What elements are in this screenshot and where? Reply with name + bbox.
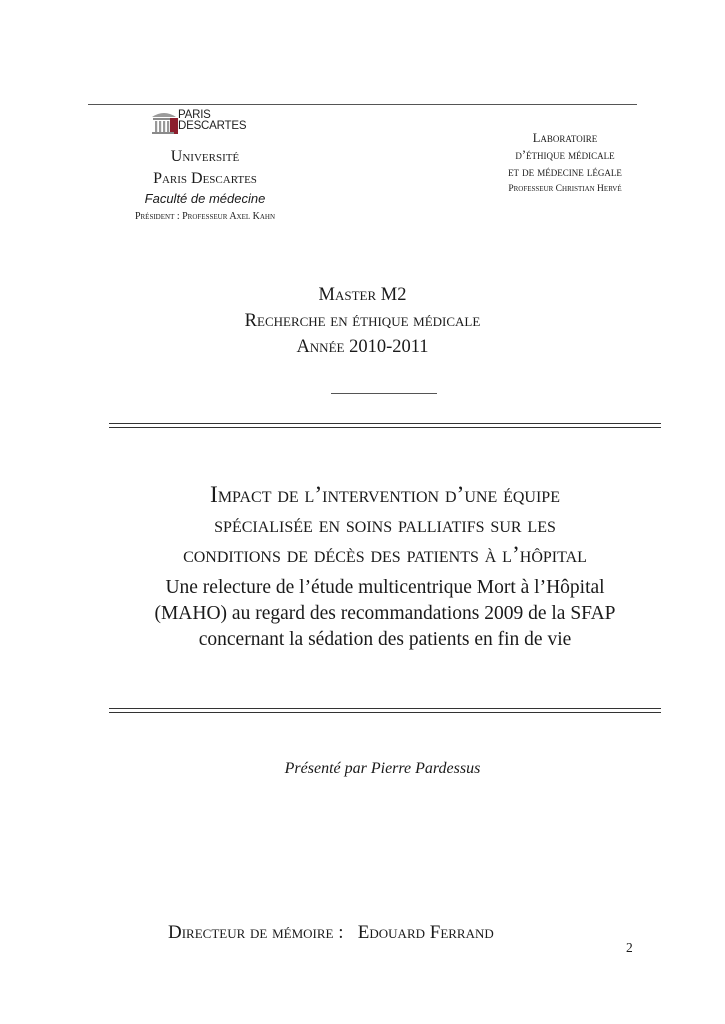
- university-name: [105, 146, 305, 190]
- thesis-title: [100, 480, 670, 570]
- top-rule: [88, 104, 637, 105]
- thesis-subtitle-line: Une relecture de l’étude multicentrique Mort à l’Hôpital: [165, 577, 605, 598]
- director-label: Directeur de mémoire :: [168, 922, 344, 943]
- director-name: Edouard Ferrand: [357, 922, 494, 943]
- logo-text-line2: DESCARTES: [178, 120, 247, 132]
- building-columns-icon: [150, 110, 178, 136]
- thesis-subtitle-line: (MAHO) au regard des recommandations 2009 de la SFAP: [154, 603, 616, 624]
- laboratory-director: Professeur Christian Hervé: [508, 184, 622, 194]
- thesis-subtitle: [100, 575, 670, 653]
- laboratory-line1: Laboratoire: [532, 131, 598, 145]
- university-logo: [150, 110, 260, 136]
- university-line2: Paris Descartes: [153, 170, 257, 187]
- laboratory-block: [470, 130, 660, 198]
- presented-by: Présenté par Pierre Pardessus: [284, 760, 481, 777]
- short-divider: [331, 393, 437, 394]
- master-block: [0, 282, 725, 360]
- master-line3: Année 2010-2011: [296, 337, 429, 357]
- laboratory-line3: et de médecine légale: [508, 165, 622, 179]
- logo-text-line1: PARIS: [178, 109, 211, 121]
- president-line: Président : Professeur Axel Kahn: [134, 211, 276, 222]
- thesis-title-line: spécialisée en soins palliatifs sur les: [214, 512, 556, 538]
- title-rule-top: [109, 423, 661, 428]
- title-rule-bottom: [109, 708, 661, 713]
- master-line1: Master M2: [318, 285, 407, 305]
- faculty-name: Faculté de médecine: [144, 191, 266, 206]
- thesis-title-line: Impact de l’intervention d’une équipe: [210, 482, 560, 508]
- laboratory-line2: d’éthique médicale: [515, 148, 615, 162]
- thesis-title-line: conditions de décès des patients à l’hôpital: [183, 542, 587, 568]
- university-line1: Université: [170, 148, 240, 165]
- thesis-director: [168, 922, 494, 944]
- thesis-subtitle-line: concernant la sédation des patients en fin de vie: [198, 629, 572, 650]
- master-line2: Recherche en éthique médicale: [244, 311, 481, 331]
- page-number: 2: [626, 940, 633, 955]
